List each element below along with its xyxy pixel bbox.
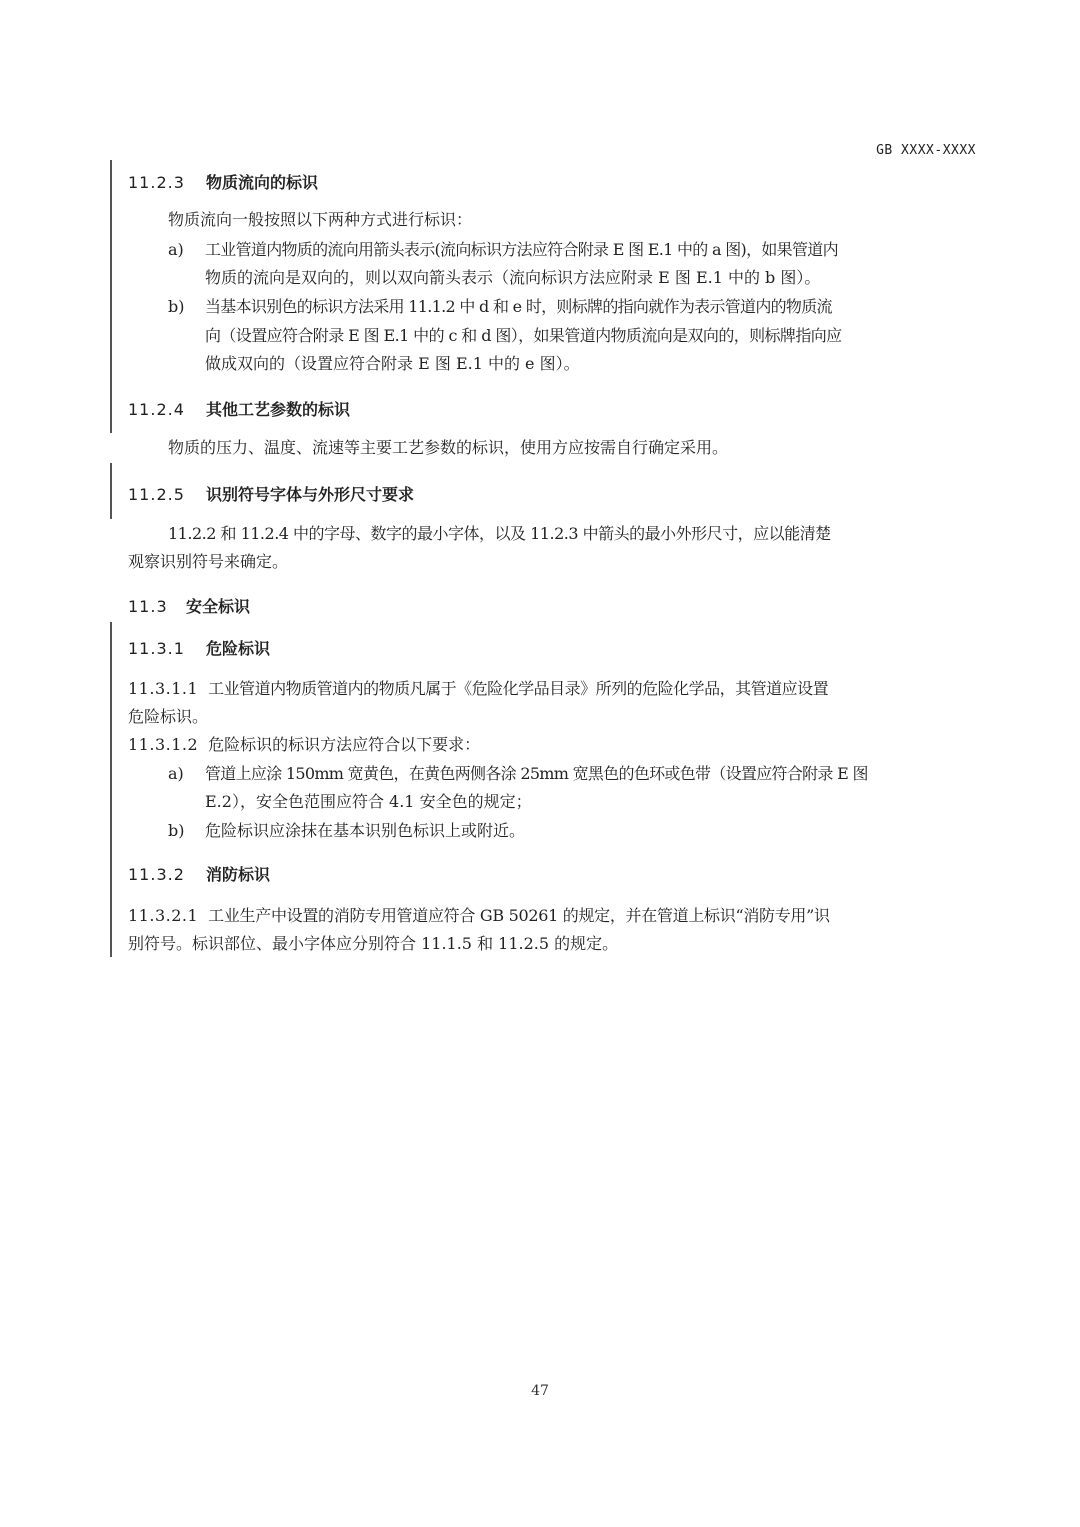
clause-text: 工业生产中设置的消防专用管道应符合 GB 50261 的规定，并在管道上标识“消防专用”识 [208,906,830,925]
list-item-a-line2: E.2），安全色范围应符合 4.1 安全色的规定； [205,792,532,811]
list-item-a-line2: 物质的流向是双向的，则以双向箭头表示（流向标识方法应附录 E 图 E.1 中的 b 图）。 [205,268,821,287]
clause-number: 11.3.1.1 [128,679,199,698]
section-title: 识别符号字体与外形尺寸要求 [206,485,415,504]
section-title: 物质流向的标识 [206,173,319,192]
list-label-a: a) [168,240,184,259]
clause-11-3-1-1-line2: 危险标识。 [128,707,209,726]
section-title: 消防标识 [206,865,271,884]
clause-text: 工业管道内物质管道内的物质凡属于《危险化学品目录》所列的危险化学品，其管道应设置 [208,679,829,698]
revision-bar [110,377,112,433]
list-label-b: b) [168,297,185,316]
section-heading-11-2-3 [128,170,318,193]
section-number: 11.3.2 [128,865,185,884]
list-item-a-line1: 管道上应涂 150mm 宽黄色，在黄色两侧各涂 25mm 宽黑色的色环或色带（设置应符合附录 E 图 [205,764,868,783]
section-title: 危险标识 [206,639,271,658]
section-number: 11.2.5 [128,485,185,504]
clause-11-3-2-1-line1 [128,902,830,930]
section-heading-11-2-5 [128,482,414,505]
standard-code-header: GB XXXX-XXXX [876,143,976,158]
clause-11-3-1-2 [128,731,480,759]
paragraph-body: 物质的压力、温度、流速等主要工艺参数的标识，使用方应按需自行确定采用。 [168,438,729,457]
section-heading-11-3-1 [128,636,270,659]
section-number: 11.3.1 [128,639,185,658]
list-item-b-line3: 做成双向的（设置应符合附录 E 图 E.1 中的 e 图）。 [205,354,580,373]
list-label-a: a) [168,764,184,783]
section-number: 11.3 [128,597,168,616]
list-item-b-line1: 危险标识应涂抹在基本识别色标识上或附近。 [205,821,526,840]
clause-number: 11.3.2.1 [128,906,199,925]
section-heading-11-3 [128,594,250,617]
paragraph-line2: 观察识别符号来确定。 [128,552,289,571]
section-heading-11-3-2 [128,862,270,885]
section-number: 11.2.4 [128,400,185,419]
list-item-a-line1: 工业管道内物质的流向用箭头表示(流向标识方法应符合附录 E 图 E.1 中的 a 图)，如果管道内 [205,240,838,259]
page-number: 47 [531,1383,549,1399]
clause-text: 危险标识的标识方法应符合以下要求： [208,735,481,754]
section-title: 其他工艺参数的标识 [206,400,351,419]
section-title: 安全标识 [186,597,251,616]
list-item-b-line1: 当基本识别色的标识方法采用 11.1.2 中 d 和 e 时，则标牌的指向就作为表示管道内的物质流 [205,297,832,316]
paragraph-line1: 11.2.2 和 11.2.4 中的字母、数字的最小字体，以及 11.2.3 中箭头的最小外形尺寸，应以能清楚 [168,524,831,543]
section-number: 11.2.3 [128,173,185,192]
paragraph-intro: 物质流向一般按照以下两种方式进行标识： [168,210,473,229]
list-label-b: b) [168,821,185,840]
revision-bar [110,463,112,519]
clause-11-3-1-1-line1 [128,675,828,703]
list-item-b-line2: 向（设置应符合附录 E 图 E.1 中的 c 和 d 图），如果管道内物质流向是双向的，则标牌指向应 [205,326,842,345]
revision-bar [110,160,112,377]
clause-11-3-2-1-line2: 别符号。标识部位、最小字体应分别符合 11.1.5 和 11.2.5 的规定。 [128,934,619,953]
revision-bar [110,622,112,957]
section-heading-11-2-4 [128,397,350,420]
clause-number: 11.3.1.2 [128,735,199,754]
